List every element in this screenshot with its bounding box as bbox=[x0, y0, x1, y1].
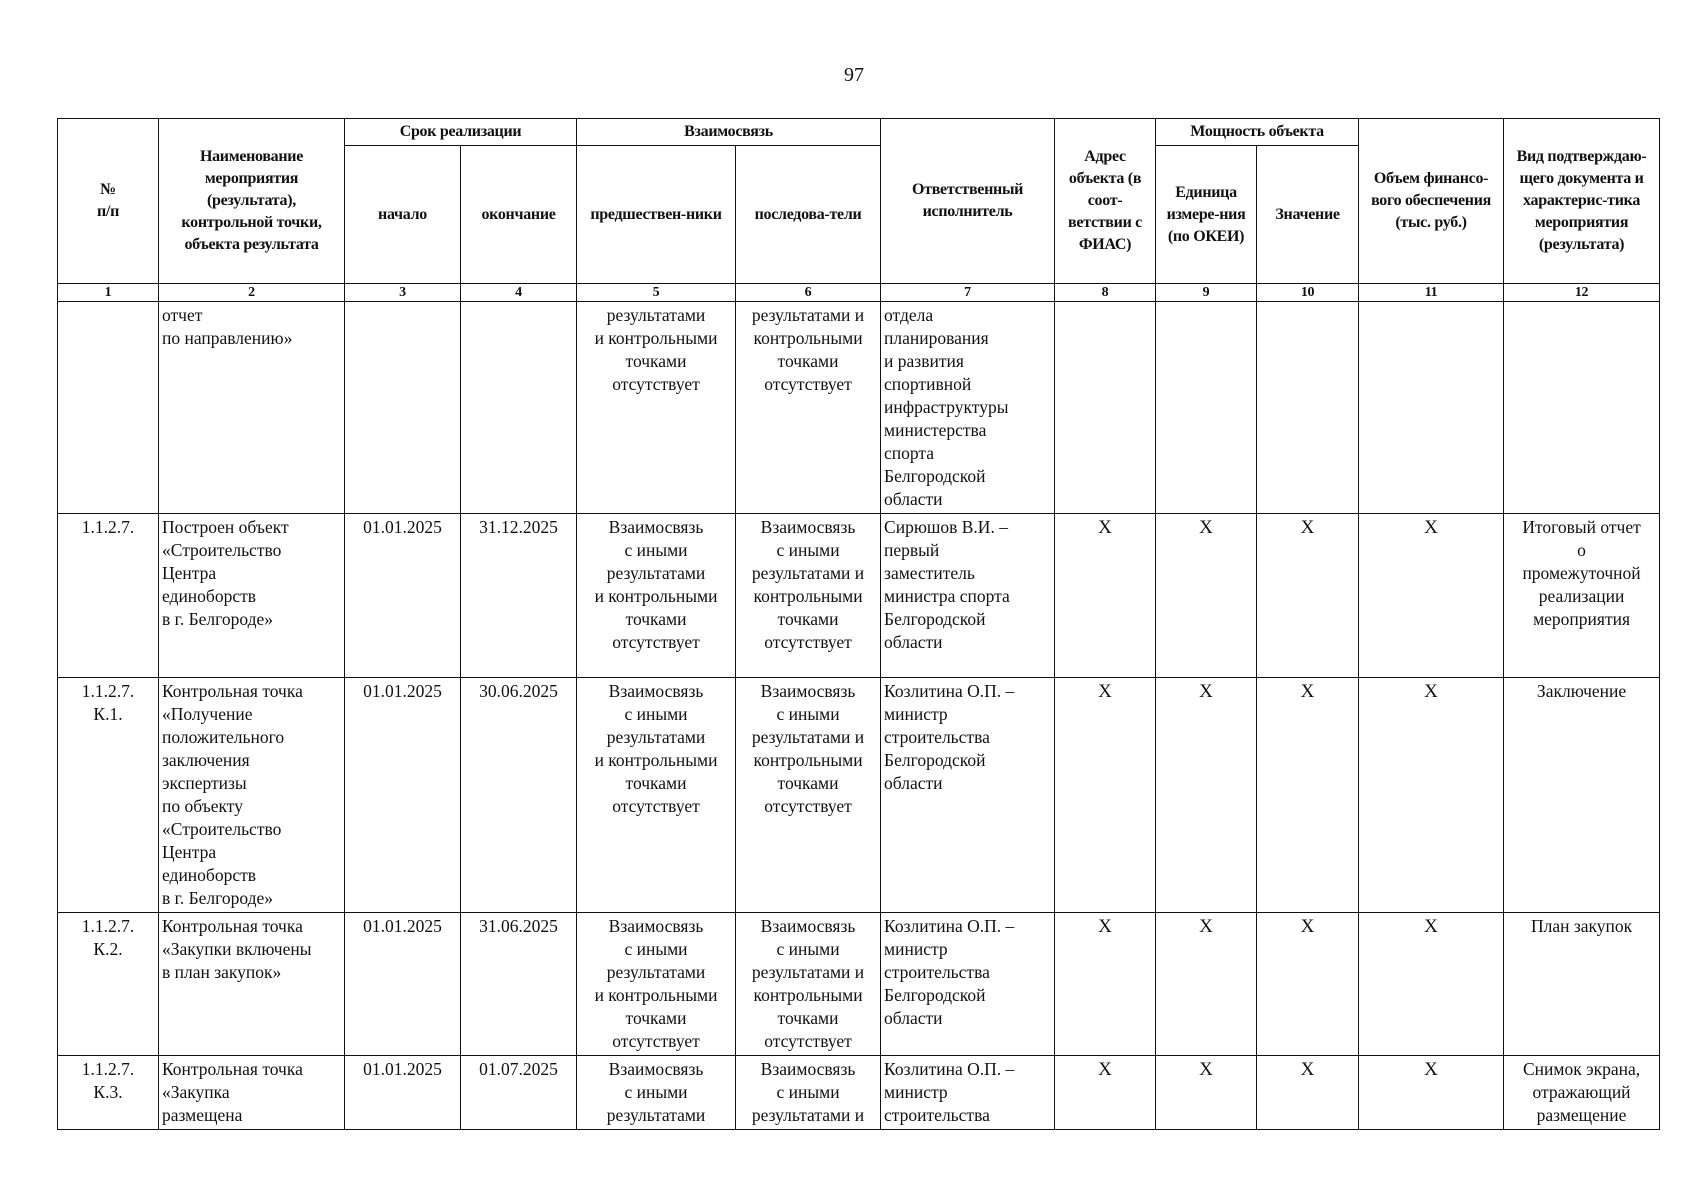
row-unit bbox=[1156, 302, 1257, 514]
activities-table bbox=[57, 118, 1660, 1130]
row-prev: Взаимосвязь с иными результатами и контрольными точками отсутствует bbox=[577, 678, 736, 913]
row-num: 1.1.2.7. К.3. bbox=[58, 1056, 159, 1130]
header-finance: Объем финансо-вого обеспечения (тыс. руб.) bbox=[1359, 119, 1504, 284]
row-name: Контрольная точка «Закупка размещена bbox=[159, 1056, 345, 1130]
row-num: 1.1.2.7. К.2. bbox=[58, 913, 159, 1056]
header-link-next: последова-тели bbox=[736, 146, 881, 284]
row-start: 01.01.2025 bbox=[345, 1056, 461, 1130]
table-row bbox=[58, 678, 1660, 913]
header-unit: Единица измере-ния (по ОКЕИ) bbox=[1156, 146, 1257, 284]
column-number: 4 bbox=[461, 284, 577, 302]
row-value: Х bbox=[1257, 678, 1359, 913]
column-number: 11 bbox=[1359, 284, 1504, 302]
column-number: 7 bbox=[881, 284, 1055, 302]
column-number: 3 bbox=[345, 284, 461, 302]
row-end: 01.07.2025 bbox=[461, 1056, 577, 1130]
header-value: Значение bbox=[1257, 146, 1359, 284]
row-responsible: Козлитина О.П. – министр строительства Белгородской области bbox=[881, 678, 1055, 913]
header-address: Адрес объекта (в соот-ветствии с ФИАС) bbox=[1055, 119, 1156, 284]
row-address: Х bbox=[1055, 514, 1156, 678]
row-value bbox=[1257, 302, 1359, 514]
row-num bbox=[58, 302, 159, 514]
row-finance: Х bbox=[1359, 514, 1504, 678]
row-address: Х bbox=[1055, 913, 1156, 1056]
row-prev: результатами и контрольными точками отсутствует bbox=[577, 302, 736, 514]
header-capacity-group: Мощность объекта bbox=[1156, 119, 1359, 146]
row-doc bbox=[1504, 302, 1660, 514]
column-number: 9 bbox=[1156, 284, 1257, 302]
row-finance bbox=[1359, 302, 1504, 514]
row-doc: Итоговый отчет о промежуточной реализации мероприятия bbox=[1504, 514, 1660, 678]
row-doc: Заключение bbox=[1504, 678, 1660, 913]
header-name: Наименование мероприятия (результата), контрольной точки, объекта результата bbox=[159, 119, 345, 284]
row-num: 1.1.2.7. К.1. bbox=[58, 678, 159, 913]
row-prev: Взаимосвязь с иными результатами и контрольными точками отсутствует bbox=[577, 913, 736, 1056]
row-next: результатами и контрольными точками отсутствует bbox=[736, 302, 881, 514]
header-row-1 bbox=[58, 119, 1660, 146]
row-responsible: Козлитина О.П. – министр строительства Белгородской области bbox=[881, 913, 1055, 1056]
row-name: Контрольная точка «Закупки включены в план закупок» bbox=[159, 913, 345, 1056]
row-prev: Взаимосвязь с иными результатами и контрольными точками отсутствует bbox=[577, 514, 736, 678]
row-unit: Х bbox=[1156, 913, 1257, 1056]
row-responsible: отдела планирования и развития спортивной инфраструктуры министерства спорта Белгородской области bbox=[881, 302, 1055, 514]
row-address: Х bbox=[1055, 678, 1156, 913]
table-row bbox=[58, 1056, 1660, 1130]
row-end: 30.06.2025 bbox=[461, 678, 577, 913]
page-number: 97 bbox=[844, 64, 864, 86]
column-number: 6 bbox=[736, 284, 881, 302]
row-finance: Х bbox=[1359, 678, 1504, 913]
column-number: 1 bbox=[58, 284, 159, 302]
row-next: Взаимосвязь с иными результатами и bbox=[736, 1056, 881, 1130]
row-start: 01.01.2025 bbox=[345, 913, 461, 1056]
header-link-group: Взаимосвязь bbox=[577, 119, 881, 146]
row-next: Взаимосвязь с иными результатами и контрольными точками отсутствует bbox=[736, 913, 881, 1056]
row-responsible: Сирюшов В.И. – первый заместитель министра спорта Белгородской области bbox=[881, 514, 1055, 678]
row-unit: Х bbox=[1156, 678, 1257, 913]
row-unit: Х bbox=[1156, 514, 1257, 678]
row-name: отчет по направлению» bbox=[159, 302, 345, 514]
column-number: 8 bbox=[1055, 284, 1156, 302]
header-link-prev: предшествен-ники bbox=[577, 146, 736, 284]
header-num: № п/п bbox=[58, 119, 159, 284]
row-value: Х bbox=[1257, 514, 1359, 678]
row-num: 1.1.2.7. bbox=[58, 514, 159, 678]
header-responsible: Ответственный исполнитель bbox=[881, 119, 1055, 284]
header-doc: Вид подтверждаю-щего документа и характерис-тика мероприятия (результата) bbox=[1504, 119, 1660, 284]
row-end: 31.12.2025 bbox=[461, 514, 577, 678]
row-name: Контрольная точка «Получение положительного заключения экспертизы по объекту «Строительство Центра единоборств в г. Белгороде» bbox=[159, 678, 345, 913]
row-address: Х bbox=[1055, 1056, 1156, 1130]
header-term-start: начало bbox=[345, 146, 461, 284]
row-unit: Х bbox=[1156, 1056, 1257, 1130]
table-row bbox=[58, 302, 1660, 514]
row-start bbox=[345, 302, 461, 514]
row-start: 01.01.2025 bbox=[345, 514, 461, 678]
header-term-end: окончание bbox=[461, 146, 577, 284]
table-row bbox=[58, 514, 1660, 678]
row-value: Х bbox=[1257, 913, 1359, 1056]
row-start: 01.01.2025 bbox=[345, 678, 461, 913]
row-finance: Х bbox=[1359, 1056, 1504, 1130]
column-number: 2 bbox=[159, 284, 345, 302]
row-value: Х bbox=[1257, 1056, 1359, 1130]
row-doc: Снимок экрана, отражающий размещение bbox=[1504, 1056, 1660, 1130]
row-doc: План закупок bbox=[1504, 913, 1660, 1056]
row-end bbox=[461, 302, 577, 514]
row-next: Взаимосвязь с иными результатами и контрольными точками отсутствует bbox=[736, 514, 881, 678]
table-row bbox=[58, 913, 1660, 1056]
header-term-group: Срок реализации bbox=[345, 119, 577, 146]
column-number-row bbox=[58, 284, 1660, 302]
column-number: 10 bbox=[1257, 284, 1359, 302]
row-address bbox=[1055, 302, 1156, 514]
column-number: 12 bbox=[1504, 284, 1660, 302]
row-responsible: Козлитина О.П. – министр строительства bbox=[881, 1056, 1055, 1130]
row-finance: Х bbox=[1359, 913, 1504, 1056]
column-number: 5 bbox=[577, 284, 736, 302]
row-prev: Взаимосвязь с иными результатами bbox=[577, 1056, 736, 1130]
row-end: 31.06.2025 bbox=[461, 913, 577, 1056]
row-name: Построен объект «Строительство Центра единоборств в г. Белгороде» bbox=[159, 514, 345, 678]
row-next: Взаимосвязь с иными результатами и контрольными точками отсутствует bbox=[736, 678, 881, 913]
